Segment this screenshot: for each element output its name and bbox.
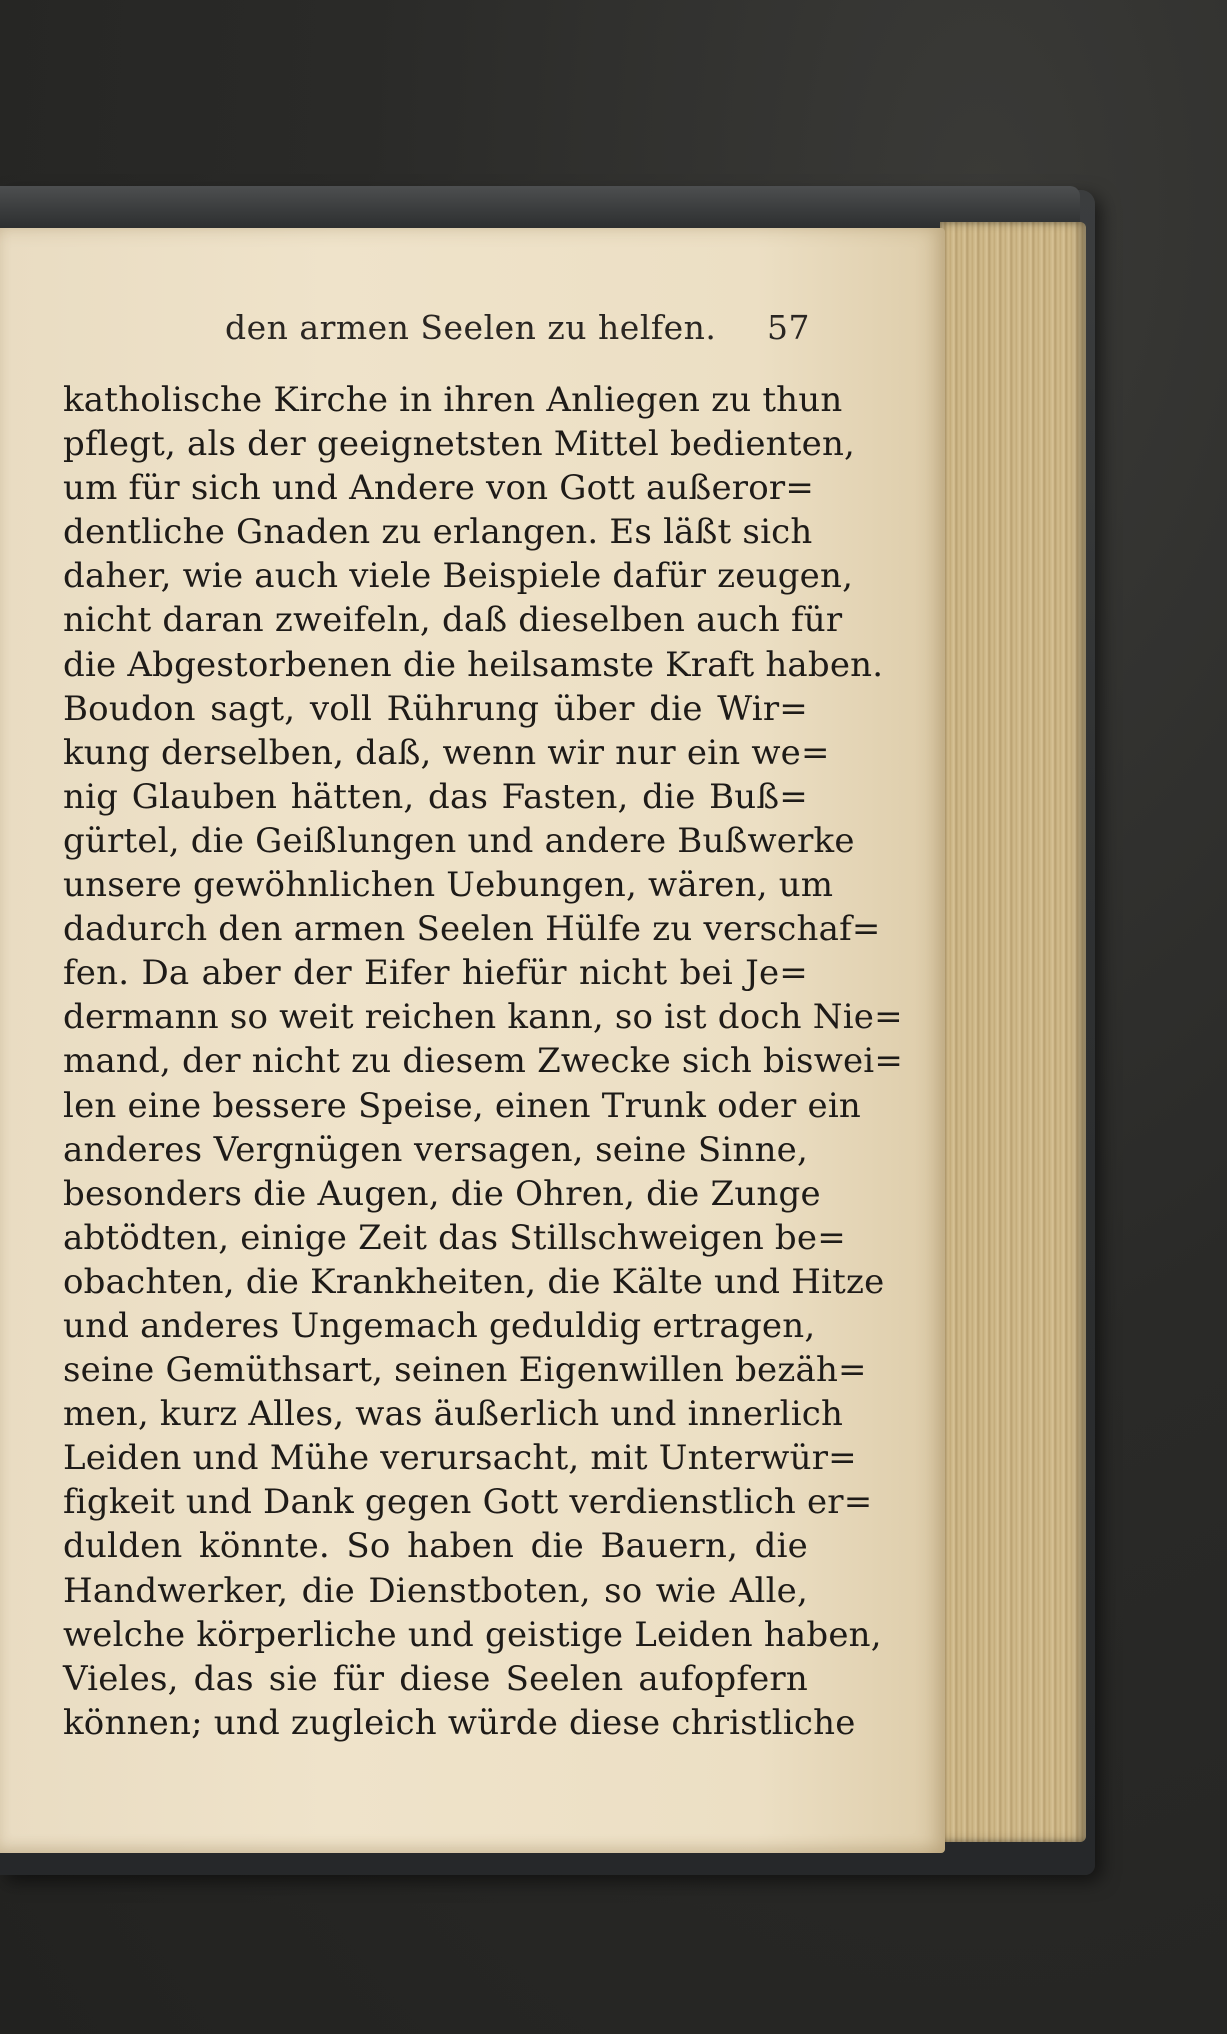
text-line: mand, der nicht zu diesem Zwecke sich biswei= bbox=[63, 1041, 904, 1082]
text-line: daher, wie auch viele Beispiele dafür zeugen, bbox=[63, 556, 854, 597]
text-line: Handwerker, die Dienstboten, so wie Alle, bbox=[63, 1570, 808, 1611]
text-line: len eine bessere Speise, einen Trunk oder ein bbox=[63, 1085, 862, 1126]
text-line: und anderes Ungemach geduldig ertragen, bbox=[63, 1305, 816, 1346]
text-line: Leiden und Mühe verursacht, mit Unterwür= bbox=[63, 1438, 857, 1479]
page-header bbox=[225, 304, 810, 354]
text-line: können; und zugleich würde diese christliche bbox=[63, 1702, 856, 1743]
text-line: anderes Vergnügen versagen, seine Sinne, bbox=[63, 1129, 808, 1170]
text-line: Boudon sagt, voll Rührung über die Wir= bbox=[63, 688, 808, 729]
text-line: die Abgestorbenen die heilsamste Kraft haben. bbox=[63, 644, 884, 685]
text-line: nicht daran zweifeln, daß dieselben auch für bbox=[63, 600, 843, 641]
text-line: fen. Da aber der Eifer hiefür nicht bei Je= bbox=[63, 953, 808, 994]
text-line: abtödten, einige Zeit das Stillschweigen be= bbox=[63, 1217, 846, 1258]
text-line: seine Gemüthsart, seinen Eigenwillen bezäh= bbox=[63, 1350, 867, 1391]
text-line: katholische Kirche in ihren Anliegen zu thun bbox=[63, 380, 843, 420]
text-line: besonders die Augen, die Ohren, die Zunge bbox=[63, 1173, 821, 1214]
text-line: kung derselben, daß, wenn wir nur ein we= bbox=[63, 732, 830, 773]
page-number: 57 bbox=[767, 308, 810, 347]
text-line: dentliche Gnaden zu erlangen. Es läßt sich bbox=[63, 512, 813, 553]
text-line: men, kurz Alles, was äußerlich und innerlich bbox=[63, 1394, 844, 1435]
text-line: unsere gewöhnlichen Uebungen, wären, um bbox=[63, 865, 834, 906]
text-line: welche körperliche und geistige Leiden haben, bbox=[63, 1614, 882, 1655]
text-line: dulden könnte. So haben die Bauern, die bbox=[63, 1526, 808, 1567]
running-title: den armen Seelen zu helfen. bbox=[225, 308, 717, 347]
text-line: Vieles, das sie für diese Seelen aufopfern bbox=[63, 1658, 808, 1699]
text-line: dadurch den armen Seelen Hülfe zu verschaf= bbox=[63, 909, 881, 950]
text-line: gürtel, die Geißlungen und andere Bußwerke bbox=[63, 820, 855, 861]
text-line: dermann so weit reichen kann, so ist doch Nie= bbox=[63, 997, 903, 1038]
text-line: um für sich und Andere von Gott außeror= bbox=[63, 468, 815, 509]
text-line: figkeit und Dank gegen Gott verdienstlich er= bbox=[63, 1482, 873, 1523]
text-line: nig Glauben hätten, das Fasten, die Buß= bbox=[63, 776, 808, 817]
book-cover-top-edge bbox=[0, 186, 1080, 230]
page-fore-edge bbox=[940, 222, 1086, 1842]
book-page bbox=[0, 228, 945, 1853]
body-text bbox=[63, 378, 904, 1745]
text-line: pflegt, als der geeignetsten Mittel bedienten, bbox=[63, 424, 856, 465]
text-line: obachten, die Krankheiten, die Kälte und Hitze bbox=[63, 1261, 885, 1302]
